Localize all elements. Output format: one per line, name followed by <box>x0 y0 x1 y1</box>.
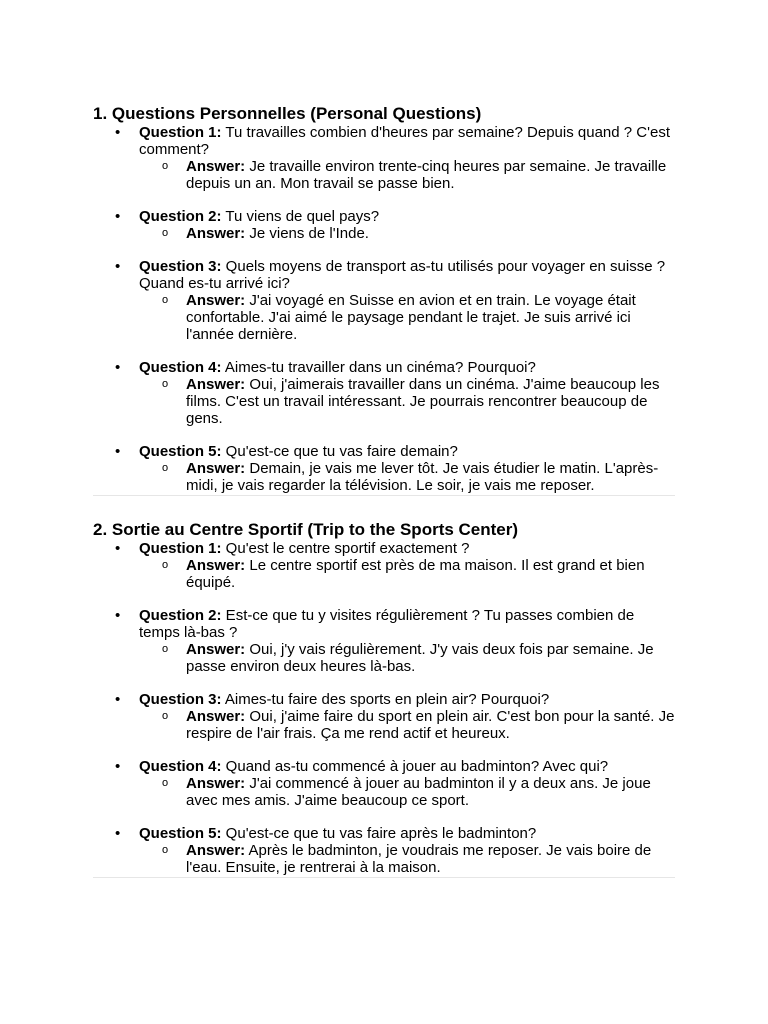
question-item <box>93 208 675 242</box>
answer-list <box>139 225 675 242</box>
answer-item <box>139 557 675 591</box>
answer-body: Oui, j'aime faire du sport en plein air. C'est bon pour la santé. Je respire de l'air frais. Ça me rend actif et heureux. <box>186 708 675 742</box>
question-label: Question 1: <box>139 124 222 141</box>
circle-bullet-icon: o <box>162 378 169 390</box>
bullet-icon: • <box>115 691 121 708</box>
section-title: 1. Questions Personnelles (Personal Questions) <box>93 104 482 123</box>
section-divider <box>93 877 675 878</box>
answer-list <box>139 460 675 494</box>
question-body: Qu'est-ce que tu vas faire après le badminton? <box>221 825 537 842</box>
question-text <box>139 825 675 842</box>
question-body: Tu travailles combien d'heures par semaine? Depuis quand ? C'est comment? <box>139 124 670 158</box>
answer-item <box>139 225 675 242</box>
bullet-icon: • <box>115 359 121 376</box>
circle-bullet-icon: o <box>162 710 169 722</box>
answer-body: Le centre sportif est près de ma maison. Il est grand et bien équipé. <box>186 557 645 591</box>
question-label: Question 4: <box>139 758 222 775</box>
question-list <box>93 540 675 876</box>
answer-label: Answer: <box>186 158 246 175</box>
question-body: Qu'est-ce que tu vas faire demain? <box>221 443 458 460</box>
answer-list <box>139 842 675 876</box>
bullet-icon: • <box>115 607 121 624</box>
question-label: Question 3: <box>139 691 222 708</box>
question-text <box>139 607 675 641</box>
question-text <box>139 124 675 158</box>
question-label: Question 1: <box>139 540 222 557</box>
question-label: Question 2: <box>139 208 222 225</box>
answer-body: Demain, je vais me lever tôt. Je vais étudier le matin. L'après-midi, je vais regarder la télévision. Le soir, je vais me reposer. <box>186 460 659 494</box>
question-item <box>93 825 675 876</box>
answer-label: Answer: <box>186 225 246 242</box>
circle-bullet-icon: o <box>162 160 169 172</box>
answer-list <box>139 708 675 742</box>
answer-item <box>139 775 675 809</box>
question-text <box>139 443 675 460</box>
bullet-icon: • <box>115 825 121 842</box>
answer-item <box>139 641 675 675</box>
answer-item <box>139 460 675 494</box>
circle-bullet-icon: o <box>162 462 169 474</box>
question-item <box>93 758 675 809</box>
question-item <box>93 258 675 343</box>
question-item <box>93 540 675 591</box>
answer-list <box>139 376 675 427</box>
circle-bullet-icon: o <box>162 227 169 239</box>
question-body: Quels moyens de transport as-tu utilisés pour voyager en suisse ? Quand es-tu arrivé ici? <box>139 258 666 292</box>
question-list <box>93 124 675 494</box>
circle-bullet-icon: o <box>162 643 169 655</box>
answer-item <box>139 842 675 876</box>
question-item <box>93 607 675 675</box>
question-text <box>139 359 675 376</box>
answer-label: Answer: <box>186 708 246 725</box>
question-label: Question 3: <box>139 258 222 275</box>
question-label: Question 5: <box>139 443 222 460</box>
question-item <box>93 359 675 427</box>
question-label: Question 2: <box>139 607 222 624</box>
question-item <box>93 443 675 494</box>
bullet-icon: • <box>115 540 121 557</box>
answer-body: J'ai voyagé en Suisse en avion et en train. Le voyage était confortable. J'ai aimé le paysage pendant le trajet. Je suis arrivé ici l'année dernière. <box>186 292 636 343</box>
question-text <box>139 208 675 225</box>
answer-list <box>139 158 675 192</box>
section-title: 2. Sortie au Centre Sportif (Trip to the Sports Center) <box>93 520 519 539</box>
question-body: Est-ce que tu y visites régulièrement ? Tu passes combien de temps là-bas ? <box>139 607 635 641</box>
circle-bullet-icon: o <box>162 777 169 789</box>
answer-list <box>139 557 675 591</box>
answer-body: Je viens de l'Inde. <box>245 225 369 242</box>
question-body: Quand as-tu commencé à jouer au badminton? Avec qui? <box>221 758 609 775</box>
question-body: Aimes-tu faire des sports en plein air? Pourquoi? <box>221 691 550 708</box>
answer-label: Answer: <box>186 775 246 792</box>
answer-label: Answer: <box>186 376 246 393</box>
bullet-icon: • <box>115 758 121 775</box>
question-text <box>139 540 675 557</box>
answer-label: Answer: <box>186 292 246 309</box>
bullet-icon: • <box>115 124 121 141</box>
question-label: Question 5: <box>139 825 222 842</box>
circle-bullet-icon: o <box>162 844 169 856</box>
question-label: Question 4: <box>139 359 222 376</box>
answer-body: J'ai commencé à jouer au badminton il y a deux ans. Je joue avec mes amis. J'aime beaucoup ce sport. <box>186 775 651 809</box>
answer-list <box>139 641 675 675</box>
answer-item <box>139 708 675 742</box>
answer-body: Oui, j'aimerais travailler dans un cinéma. J'aime beaucoup les films. C'est un travail intéressant. Je pourrais rencontrer beaucoup de gens. <box>186 376 660 427</box>
question-text <box>139 758 675 775</box>
answer-body: Oui, j'y vais régulièrement. J'y vais deux fois par semaine. Je passe environ deux heures là-bas. <box>186 641 654 675</box>
bullet-icon: • <box>115 258 121 275</box>
question-text <box>139 258 675 292</box>
answer-label: Answer: <box>186 842 246 859</box>
answer-body: Je travaille environ trente-cinq heures par semaine. Je travaille depuis un an. Mon travail se passe bien. <box>186 158 667 192</box>
answer-item <box>139 376 675 427</box>
question-body: Tu viens de quel pays? <box>221 208 380 225</box>
circle-bullet-icon: o <box>162 559 169 571</box>
answer-body: Après le badminton, je voudrais me reposer. Je vais boire de l'eau. Ensuite, je rentrerai à la maison. <box>186 842 652 876</box>
answer-list <box>139 775 675 809</box>
answer-label: Answer: <box>186 557 246 574</box>
section-sports-center <box>93 520 675 878</box>
bullet-icon: • <box>115 443 121 460</box>
bullet-icon: • <box>115 208 121 225</box>
answer-label: Answer: <box>186 460 246 477</box>
answer-list <box>139 292 675 343</box>
circle-bullet-icon: o <box>162 294 169 306</box>
question-text <box>139 691 675 708</box>
document-page <box>93 104 675 878</box>
question-body: Qu'est le centre sportif exactement ? <box>221 540 470 557</box>
answer-item <box>139 158 675 192</box>
question-body: Aimes-tu travailler dans un cinéma? Pourquoi? <box>221 359 536 376</box>
section-divider <box>93 495 675 496</box>
section-personal-questions <box>93 104 675 496</box>
answer-label: Answer: <box>186 641 246 658</box>
question-item <box>93 124 675 192</box>
answer-item <box>139 292 675 343</box>
question-item <box>93 691 675 742</box>
